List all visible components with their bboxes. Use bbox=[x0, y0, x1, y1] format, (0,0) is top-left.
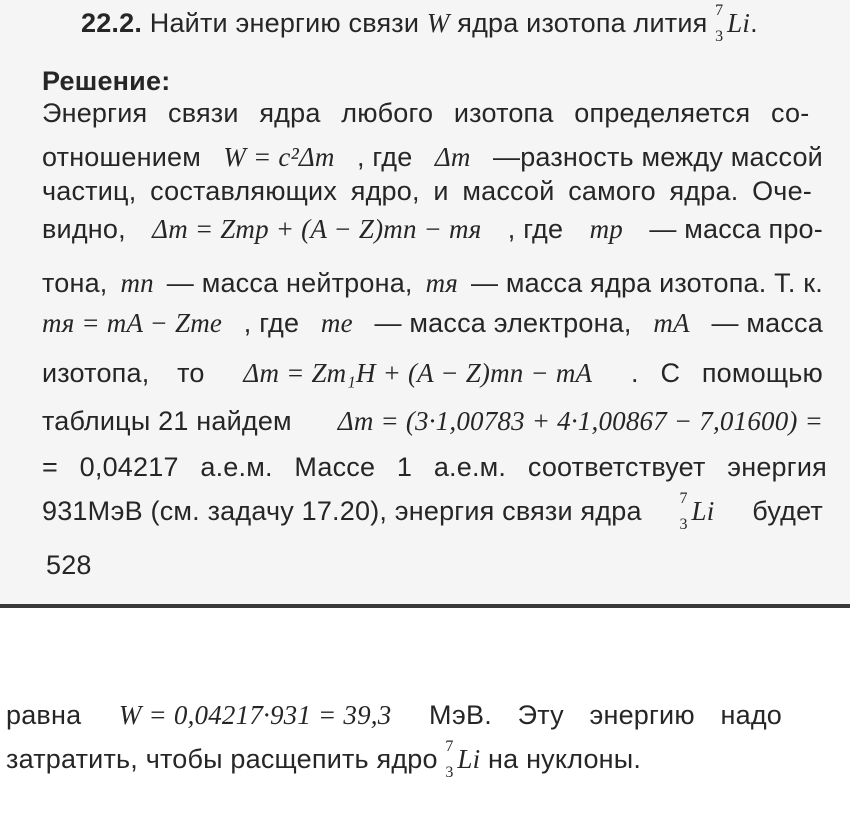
problem-text: Найти энергию связи bbox=[149, 8, 420, 38]
solution-line-8: таблицы 21 найдем Δm = (3·1,00783 + 4·1,00867 − 7,01600) = bbox=[42, 406, 823, 436]
problem-symbol: W bbox=[426, 8, 450, 38]
problem-number: 22.2. bbox=[81, 8, 143, 38]
solution-line-4: видно, Δm = Zmp + (A − Z)mn − mя , где mp — масса про- bbox=[42, 214, 823, 244]
page-divider bbox=[0, 604, 850, 608]
continuation-line-1: равна W = 0,04217·931 = 39,3 МэВ. Эту энергию надо bbox=[6, 700, 782, 730]
isotope-li: 7 3 Li bbox=[445, 738, 481, 781]
page-number: 528 bbox=[46, 550, 92, 580]
solution-line-10: 931МэВ (см. задачу 17.20), энергия связи ядра 7 3 Li будет bbox=[42, 490, 823, 533]
isotope-li: 7 3 Li bbox=[679, 490, 715, 533]
formula-binding-energy-result: W = 0,04217·931 = 39,3 bbox=[118, 700, 392, 730]
solution-line-7: изотопа, то Δm = Zm₁H + (A − Z)mn − mA . С помощью bbox=[42, 358, 823, 388]
solution-line-6: mя = mA − Zme , где me — масса электрона, mA — масса bbox=[42, 308, 823, 338]
solution-line-5: тона, mn — масса нейтрона, mя — масса ядра изотопа. Т. к. bbox=[42, 268, 823, 298]
formula-mass-defect: Δm = Zmp + (A − Z)mn − mя bbox=[152, 214, 482, 244]
solution-line-3: частиц, составляющих ядро, и массой самого ядра. Оче- bbox=[42, 176, 812, 206]
solution-line-2: отношением W = c²Δm , где Δm —разность между массой bbox=[42, 142, 823, 172]
isotope-li: 7 3 Li bbox=[715, 2, 751, 45]
solution-line-1: Энергия связи ядра любого изотопа определяется со- bbox=[42, 98, 810, 128]
formula-numeric-mass-defect: Δm = (3·1,00783 + 4·1,00867 − 7,01600) = bbox=[337, 406, 823, 436]
problem-statement: 22.2. Найти энергию связи W ядра изотопа лития 7 3 Li. bbox=[81, 2, 758, 45]
formula-mass-defect-hydrogen: Δm = Zm₁H + (A − Z)mn − mA bbox=[243, 358, 593, 388]
formula-nucleus-mass: mя = mA − Zme bbox=[42, 308, 223, 338]
formula-binding-energy: W = c²Δm bbox=[223, 142, 335, 172]
problem-text-2: ядра изотопа лития bbox=[457, 8, 708, 38]
solution-line-9: = 0,04217 а.е.м. Массе 1 а.е.м. соответствует энергия bbox=[42, 452, 827, 482]
solution-heading: Решение: bbox=[42, 66, 171, 96]
continuation-line-2: затратить, чтобы расщепить ядро 7 3 Li на нуклоны. bbox=[6, 738, 642, 781]
